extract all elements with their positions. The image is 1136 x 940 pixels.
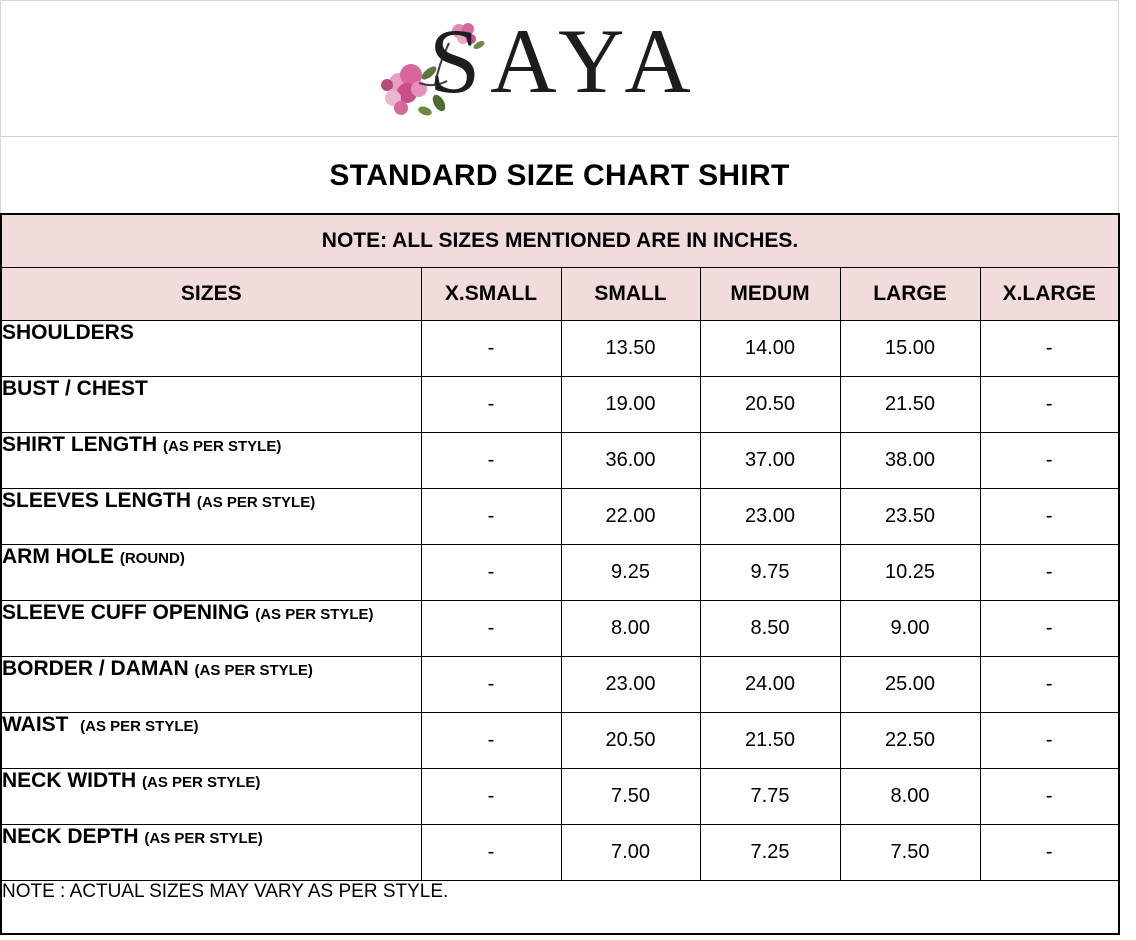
- cell-small: 36.00: [561, 433, 700, 489]
- cell-medium: 23.00: [700, 489, 840, 545]
- measurement-qualifier: (AS PER STYLE): [80, 718, 199, 735]
- measurement-name: SHIRT LENGTH: [2, 433, 163, 456]
- measurement-qualifier: (AS PER STYLE): [144, 830, 263, 847]
- measurement-qualifier: (AS PER STYLE): [194, 662, 313, 679]
- cell-xlarge: -: [980, 377, 1119, 433]
- table-row: [1, 489, 1119, 545]
- cell-large: 23.50: [840, 489, 980, 545]
- cell-small: 7.50: [561, 769, 700, 825]
- cell-medium: 7.75: [700, 769, 840, 825]
- cell-large: 22.50: [840, 713, 980, 769]
- column-header-medium: MEDUM: [700, 268, 840, 321]
- cell-large: 38.00: [840, 433, 980, 489]
- cell-xsmall: -: [421, 657, 561, 713]
- cell-large: 7.50: [840, 825, 980, 881]
- row-label: [1, 769, 421, 825]
- row-label: [1, 825, 421, 881]
- logo-header: [0, 0, 1119, 137]
- cell-small: 7.00: [561, 825, 700, 881]
- column-header-xlarge: X.LARGE: [980, 268, 1119, 321]
- measurement-name: ARM HOLE: [2, 545, 120, 568]
- cell-medium: 7.25: [700, 825, 840, 881]
- cell-xsmall: -: [421, 825, 561, 881]
- row-label: [1, 713, 421, 769]
- row-label: [1, 321, 421, 377]
- measurement-name: BORDER / DAMAN: [2, 657, 195, 680]
- cell-small: 13.50: [561, 321, 700, 377]
- cell-large: 15.00: [840, 321, 980, 377]
- measurement-name: NECK DEPTH: [2, 825, 145, 848]
- table-row: [1, 825, 1119, 881]
- cell-medium: 21.50: [700, 713, 840, 769]
- row-label: [1, 489, 421, 545]
- column-header-large: LARGE: [840, 268, 980, 321]
- measurement-name: WAIST: [2, 713, 81, 736]
- cell-xlarge: -: [980, 713, 1119, 769]
- measurement-qualifier: (ROUND): [119, 550, 185, 567]
- cell-xsmall: -: [421, 433, 561, 489]
- cell-large: 9.00: [840, 601, 980, 657]
- cell-xlarge: -: [980, 489, 1119, 545]
- table-row: [1, 769, 1119, 825]
- column-header-small: SMALL: [561, 268, 700, 321]
- cell-xsmall: -: [421, 769, 561, 825]
- cell-small: 8.00: [561, 601, 700, 657]
- column-header-sizes: SIZES: [1, 268, 421, 321]
- measurement-name: BUST / CHEST: [2, 377, 148, 400]
- table-header-row: [1, 268, 1119, 321]
- row-label: [1, 545, 421, 601]
- cell-small: 19.00: [561, 377, 700, 433]
- cell-medium: 14.00: [700, 321, 840, 377]
- cell-xsmall: -: [421, 377, 561, 433]
- cell-xsmall: -: [421, 489, 561, 545]
- cell-xsmall: -: [421, 713, 561, 769]
- measurement-name: SLEEVE CUFF OPENING: [2, 601, 256, 624]
- measurement-qualifier: (AS PER STYLE): [255, 606, 374, 623]
- cell-medium: 24.00: [700, 657, 840, 713]
- footnote-row: [1, 881, 1119, 935]
- page-title: STANDARD SIZE CHART SHIRT: [0, 138, 1119, 214]
- cell-small: 9.25: [561, 545, 700, 601]
- cell-xlarge: -: [980, 769, 1119, 825]
- table-row: [1, 545, 1119, 601]
- measurement-name: SHOULDERS: [2, 321, 134, 344]
- table-row: [1, 601, 1119, 657]
- cell-xlarge: -: [980, 433, 1119, 489]
- size-table: [0, 213, 1120, 935]
- row-label: [1, 377, 421, 433]
- cell-medium: 37.00: [700, 433, 840, 489]
- measurement-qualifier: (AS PER STYLE): [196, 494, 316, 511]
- table-row: [1, 321, 1119, 377]
- measurement-qualifier: (AS PER STYLE): [163, 438, 282, 455]
- row-label: [1, 657, 421, 713]
- table-row: [1, 713, 1119, 769]
- cell-xlarge: -: [980, 321, 1119, 377]
- cell-small: 23.00: [561, 657, 700, 713]
- table-note-row: [1, 214, 1119, 268]
- measurement-name: NECK WIDTH: [2, 769, 142, 792]
- measurement-name: SLEEVES LENGTH: [2, 489, 197, 512]
- cell-xlarge: -: [980, 657, 1119, 713]
- cell-xsmall: -: [421, 321, 561, 377]
- cell-xsmall: -: [421, 601, 561, 657]
- row-label: [1, 601, 421, 657]
- cell-small: 20.50: [561, 713, 700, 769]
- cell-medium: 8.50: [700, 601, 840, 657]
- cell-xsmall: -: [421, 545, 561, 601]
- table-row: [1, 657, 1119, 713]
- footnote: NOTE : ACTUAL SIZES MAY VARY AS PER STYLE.: [1, 881, 1119, 935]
- cell-large: 8.00: [840, 769, 980, 825]
- table-row: [1, 377, 1119, 433]
- cell-xlarge: -: [980, 601, 1119, 657]
- cell-large: 10.25: [840, 545, 980, 601]
- inches-note: NOTE: ALL SIZES MENTIONED ARE IN INCHES.: [1, 214, 1119, 268]
- row-label: [1, 433, 421, 489]
- cell-xlarge: -: [980, 825, 1119, 881]
- brand-logo-text: SAYA: [429, 10, 701, 112]
- cell-large: 21.50: [840, 377, 980, 433]
- cell-small: 22.00: [561, 489, 700, 545]
- column-header-xsmall: X.SMALL: [421, 268, 561, 321]
- cell-medium: 9.75: [700, 545, 840, 601]
- measurement-qualifier: (AS PER STYLE): [142, 774, 261, 791]
- table-row: [1, 433, 1119, 489]
- cell-large: 25.00: [840, 657, 980, 713]
- cell-medium: 20.50: [700, 377, 840, 433]
- cell-xlarge: -: [980, 545, 1119, 601]
